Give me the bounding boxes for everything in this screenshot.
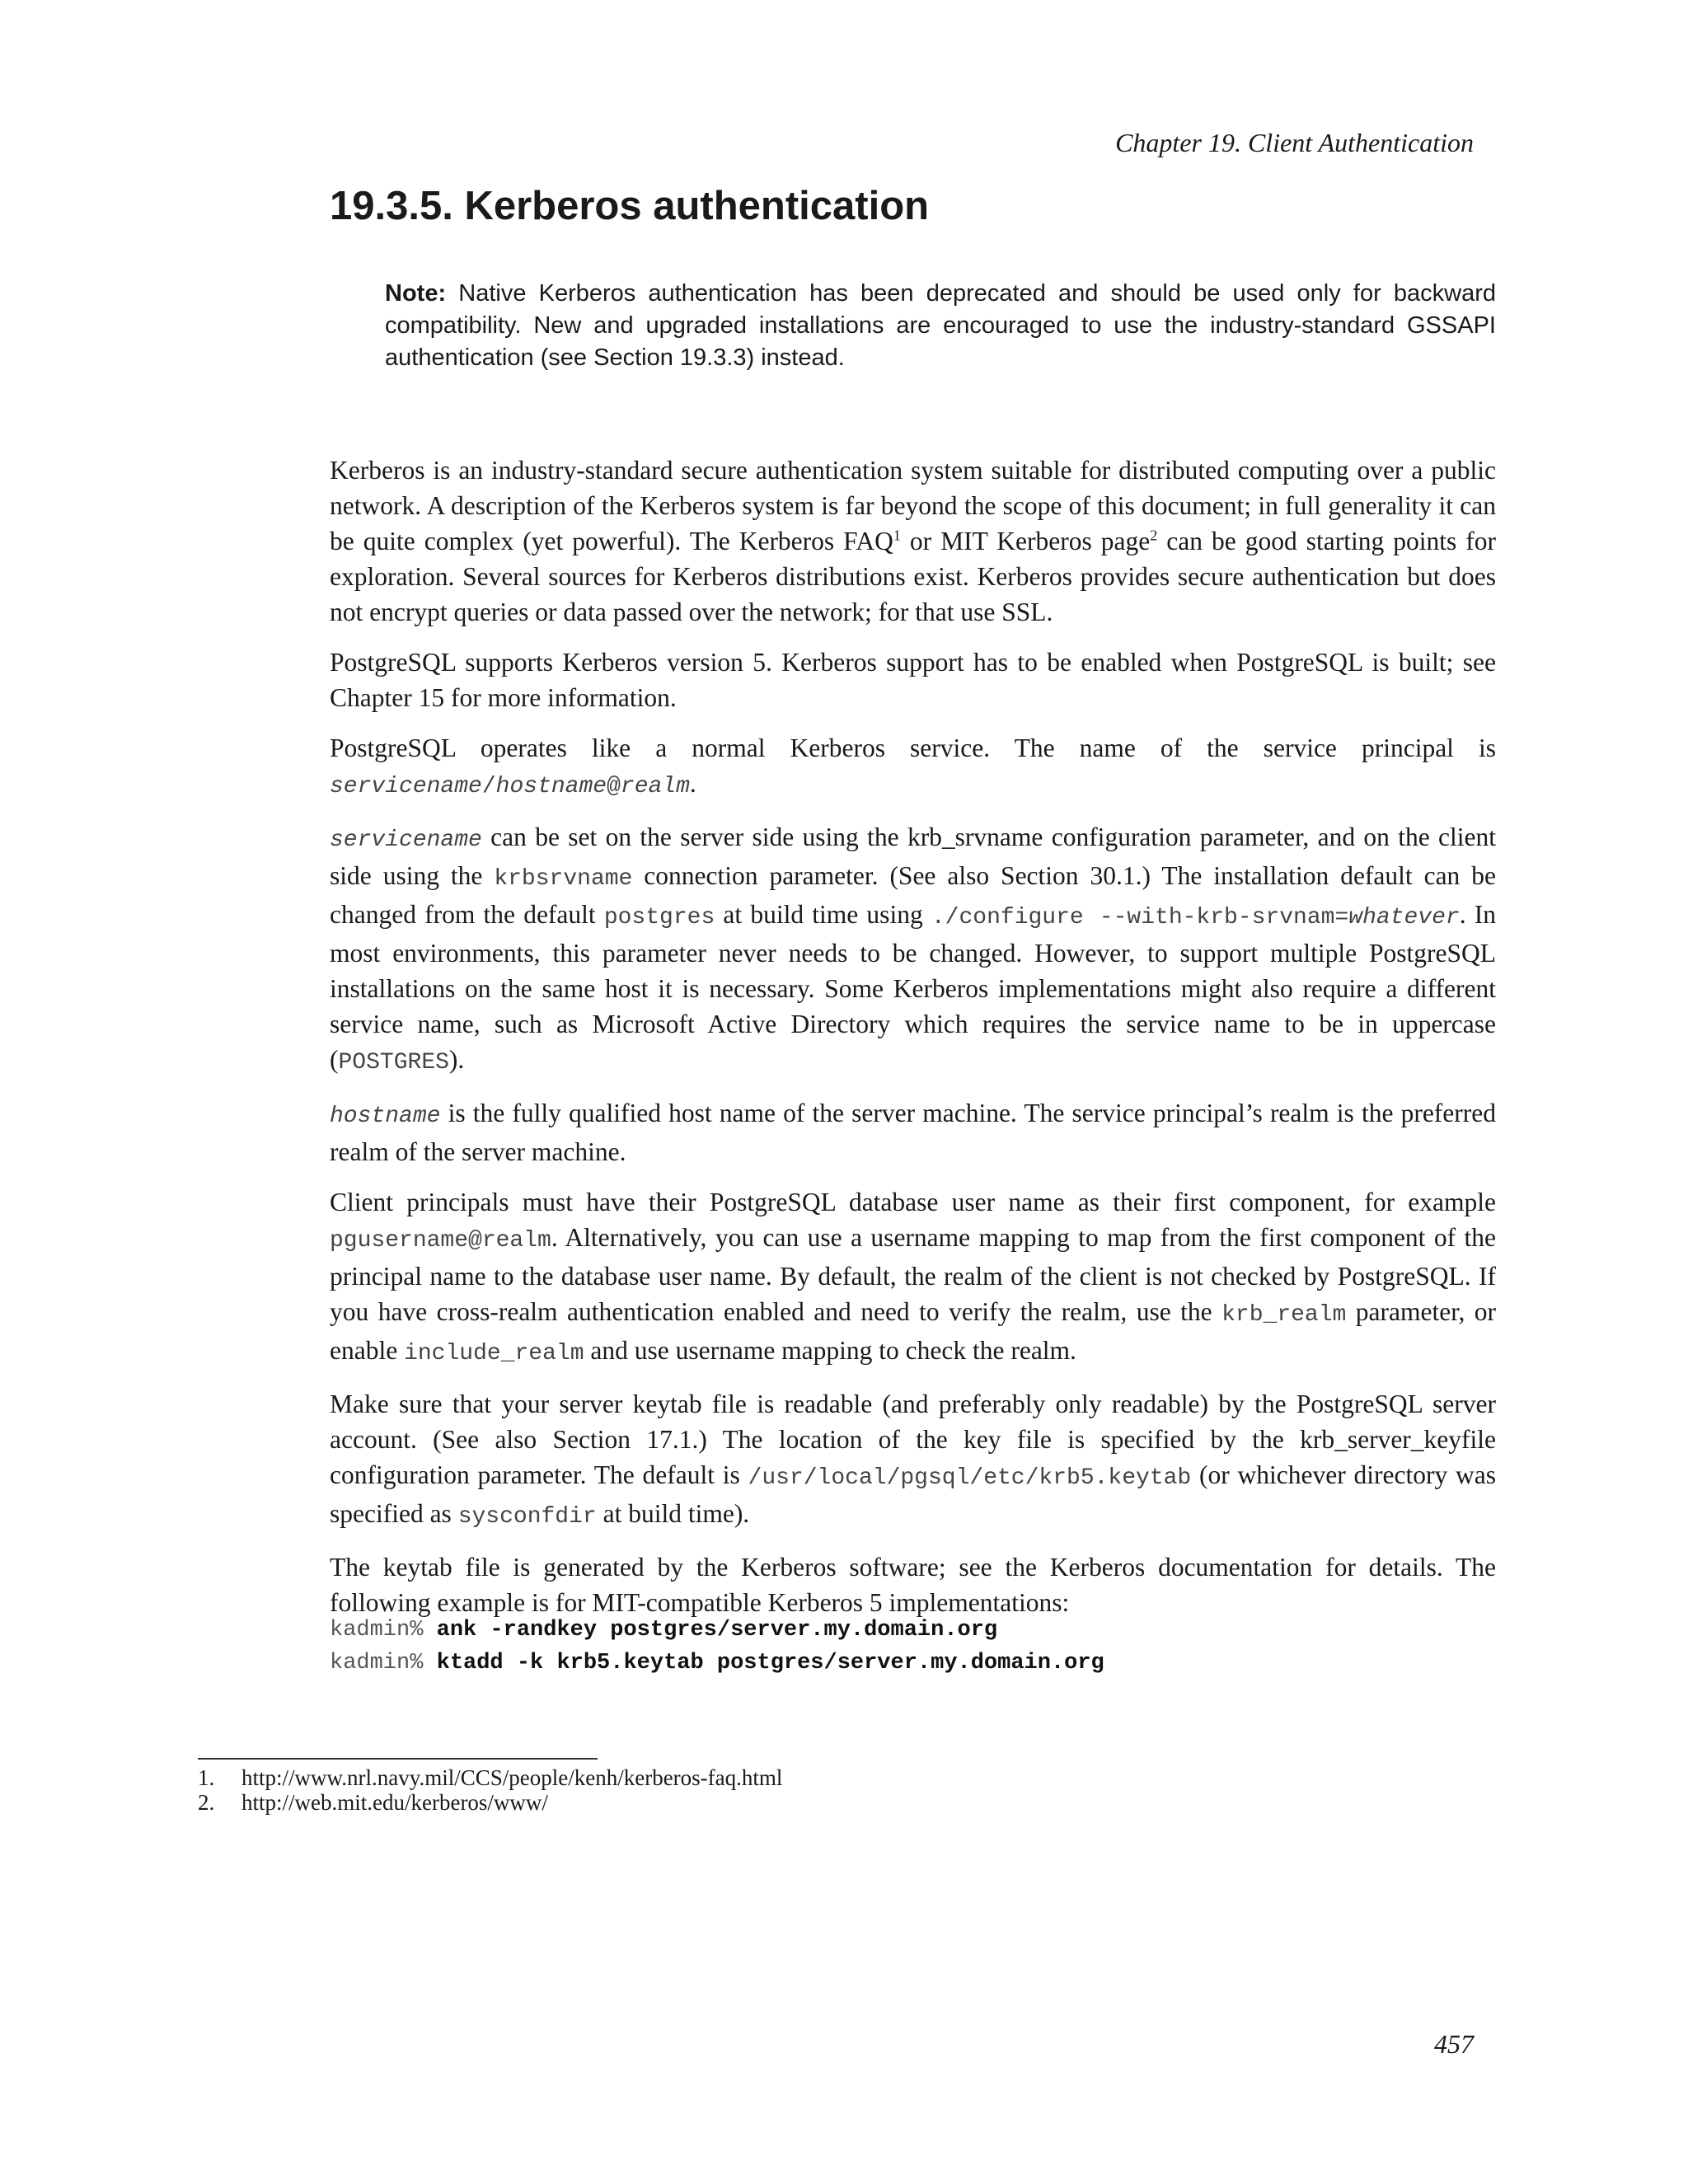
code-include-realm: include_realm xyxy=(404,1341,584,1366)
code-hostname: hostname xyxy=(495,774,607,799)
code-pgusername: pgusername@realm xyxy=(330,1228,551,1254)
principals-text-a: Client principals must have their PostgreSQL database user name as their first component, for example xyxy=(330,1188,1496,1216)
code-hostname: hostname xyxy=(330,1104,441,1129)
code-line-1 xyxy=(330,1614,1104,1647)
section-title: 19.3.5. Kerberos authentication xyxy=(330,184,930,228)
principals-text-b: . Alternatively, you can use a username mapping to map from the first component of the principal name to the database user name. By default, the realm of the client is not checked by PostgreSQL. If you have cross-realm authentication enabled and need to verify the realm, use the xyxy=(330,1223,1496,1326)
principals-text-c: parameter, or enable xyxy=(330,1297,1497,1365)
footnote-ref-2[interactable]: 2 xyxy=(1150,527,1158,544)
paragraph-keytab-generation: The keytab file is generated by the Kerberos software; see the Kerberos documentation for details. The following example is for MIT-compatible Kerberos 5 implementations: xyxy=(330,1553,1496,1617)
paragraph-keytab-location xyxy=(330,1386,1496,1535)
servicename-text-c: at build time using xyxy=(715,900,931,929)
code-whatever: whatever xyxy=(1348,905,1460,930)
footnotes xyxy=(198,1765,782,1815)
paragraph-intro xyxy=(330,452,1496,630)
code-servicename: servicename xyxy=(330,774,482,799)
code-realm: realm xyxy=(620,774,690,799)
code-keytab-path: /usr/local/pgsql/etc/krb5.keytab xyxy=(748,1465,1192,1491)
service-text-end: . xyxy=(689,769,696,798)
code-prompt: kadmin% xyxy=(330,1618,437,1643)
paragraph-hostname xyxy=(330,1095,1496,1169)
paragraph-client-principals xyxy=(330,1184,1496,1371)
code-command: ank -randkey postgres/server.my.domain.org xyxy=(436,1618,998,1643)
note-label: Note: xyxy=(385,280,447,307)
intro-text-c: can be good starting points for exploration. Several sources for Kerberos distributions exist. Kerberos provides secure authentication but does not encrypt queries or data passed over the network; for that use SSL. xyxy=(330,527,1497,626)
page-number: 457 xyxy=(1434,2029,1474,2059)
footnote-link[interactable]: http://www.nrl.navy.mil/CCS/people/kenh/kerberos-faq.html xyxy=(241,1765,783,1790)
paragraph-version: PostgreSQL supports Kerberos version 5. Kerberos support has to be enabled when PostgreSQL is built; see Chapter 15 for more information. xyxy=(330,648,1496,712)
footnote-1 xyxy=(198,1765,782,1790)
code-configure: ./configure --with-krb-srvnam= xyxy=(931,905,1349,930)
keytab-text-c: at build time). xyxy=(596,1499,750,1528)
chapter-header: Chapter 19. Client Authentication xyxy=(1115,128,1474,157)
footnote-link[interactable]: http://web.mit.edu/kerberos/www/ xyxy=(241,1790,548,1815)
note-box xyxy=(385,278,1496,374)
footnote-divider xyxy=(198,1758,598,1760)
paragraph-servicename xyxy=(330,819,1496,1080)
code-slash: / xyxy=(481,774,496,799)
servicename-text-d: . In most environments, this parameter never needs to be changed. However, to support multiple PostgreSQL installations on the same host it is necessary. Some Kerberos implementations might also require a different service name, such as Microsoft Active Directory which requires the service name to be in uppercase ( xyxy=(330,900,1496,1074)
code-krb-realm: krb_realm xyxy=(1221,1302,1347,1328)
code-prompt: kadmin% xyxy=(330,1651,437,1675)
body-text xyxy=(330,452,1496,1635)
footnote-2 xyxy=(198,1790,782,1815)
intro-text-b: or MIT Kerberos page xyxy=(900,527,1151,555)
code-postgres: postgres xyxy=(603,905,715,930)
code-krbsrvname: krbsrvname xyxy=(494,866,633,892)
code-servicename: servicename xyxy=(330,827,482,853)
hostname-text: is the fully qualified host name of the server machine. The service principal’s realm is the preferred realm of the server machine. xyxy=(330,1099,1496,1166)
code-line-2 xyxy=(330,1647,1104,1680)
footnote-number: 1. xyxy=(198,1765,215,1790)
footnote-ref-1[interactable]: 1 xyxy=(893,527,901,544)
code-at: @ xyxy=(607,774,621,799)
keytab-text-a: Make sure that your server keytab file is readable (and preferably only readable) by the PostgreSQL server account. (See also Section 17.1.) The location of the key file is specified by the krb_server_keyfile configuration parameter. The default is xyxy=(330,1390,1496,1489)
code-example xyxy=(330,1614,1104,1680)
servicename-text-b: connection parameter. (See also Section 30.1.) The installation default can be changed from the default xyxy=(330,861,1496,929)
paragraph-service xyxy=(330,730,1496,804)
code-sysconfdir: sysconfdir xyxy=(457,1504,597,1530)
code-postgres-upper: POSTGRES xyxy=(338,1050,449,1076)
footnote-number: 2. xyxy=(198,1790,215,1815)
keytab-text-b: (or whichever directory was specified as xyxy=(330,1460,1496,1528)
code-command: ktadd -k krb5.keytab postgres/server.my.domain.org xyxy=(436,1651,1104,1675)
intro-text-a: Kerberos is an industry-standard secure authentication system suitable for distributed computing over a public network. A description of the Kerberos system is far beyond the scope of this document; in full generality it can be quite complex (yet powerful). The Kerberos FAQ xyxy=(330,456,1496,555)
principals-text-d: and use username mapping to check the realm. xyxy=(584,1336,1076,1365)
service-text: PostgreSQL operates like a normal Kerberos service. The name of the service principal is xyxy=(330,733,1496,762)
note-text: Native Kerberos authentication has been deprecated and should be used only for backward compatibility. New and upgraded installations are encouraged to use the industry-standard GSSAPI authentication (see Section 19.3.3) instead. xyxy=(385,280,1496,371)
servicename-text-e: ). xyxy=(448,1045,465,1074)
servicename-text-a: can be set on the server side using the krb_srvname configuration parameter, and on the client side using the xyxy=(330,823,1496,890)
